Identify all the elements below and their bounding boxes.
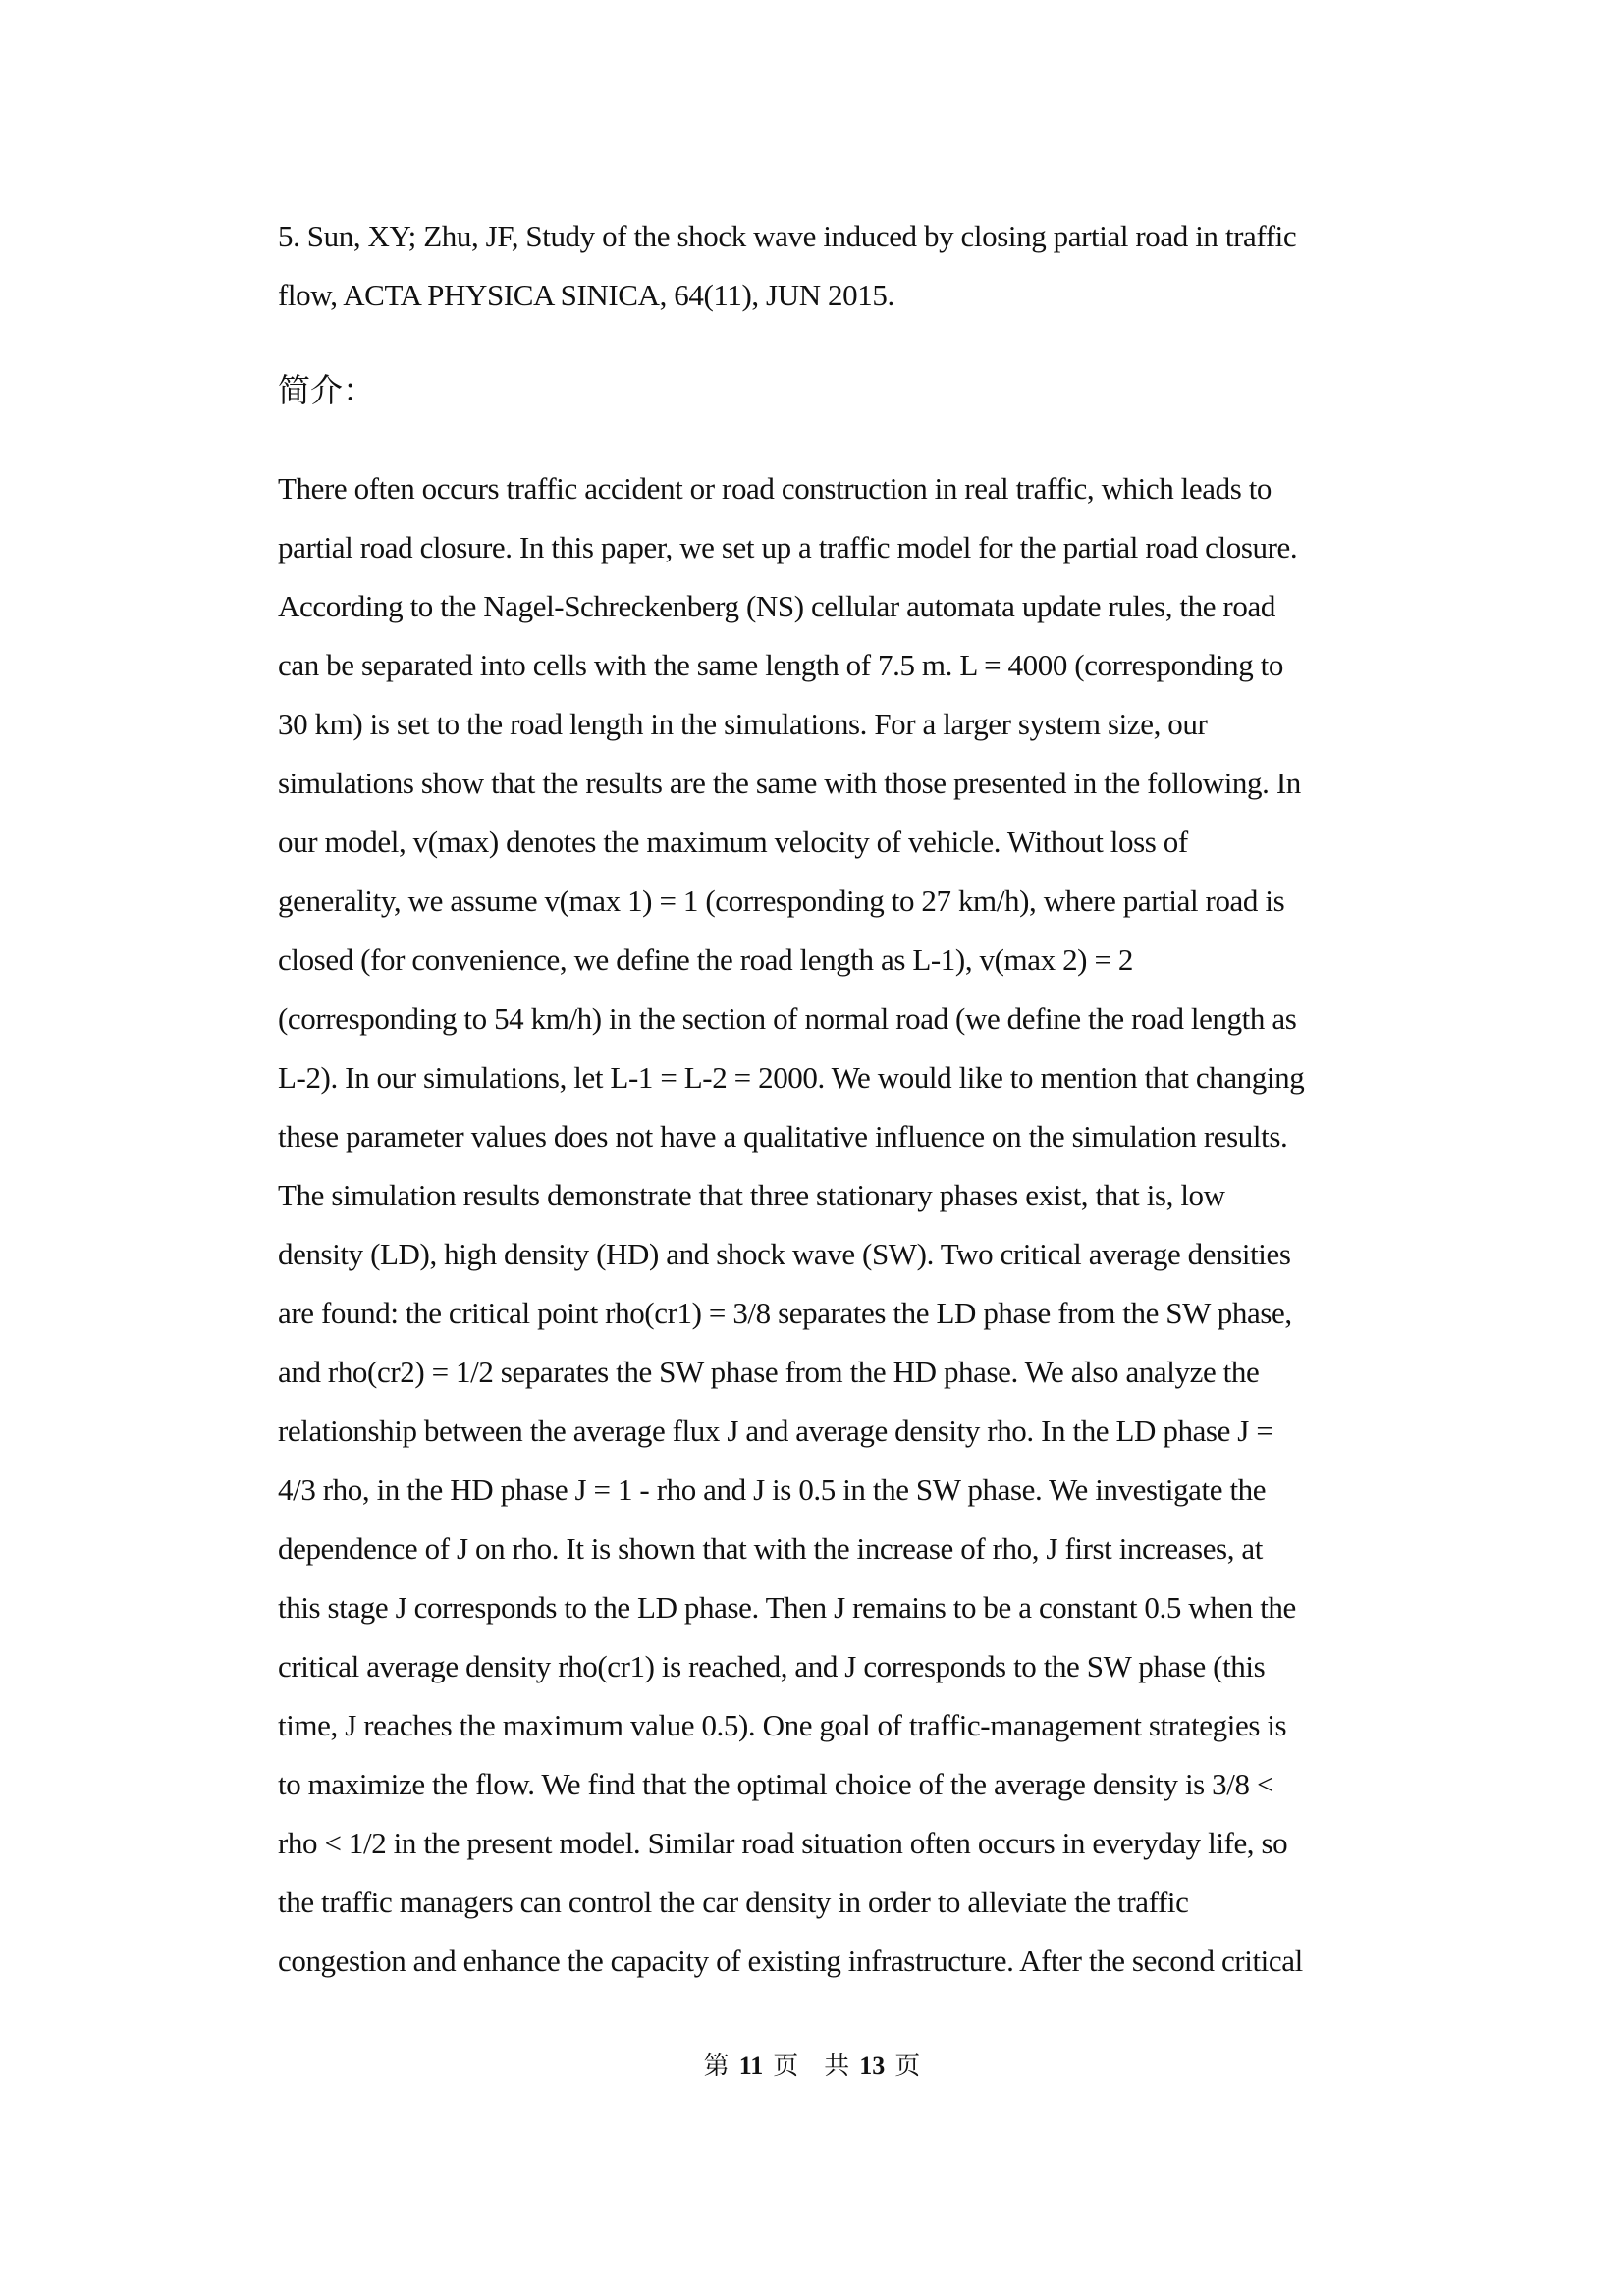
abstract-line: are found: the critical point rho(cr1) = 3/8 separates the LD phase from the SW phase, xyxy=(278,1296,1292,1330)
abstract-line: 4/3 rho, in the HD phase J = 1 - rho and J is 0.5 in the SW phase. We investigate the xyxy=(278,1472,1267,1507)
citation-line: flow, ACTA PHYSICA SINICA, 64(11), JUN 2015. xyxy=(278,278,894,312)
abstract-line: dependence of J on rho. It is shown that with the increase of rho, J first increases, at xyxy=(278,1531,1263,1566)
abstract-paragraph xyxy=(278,459,1456,1991)
section-label-paragraph xyxy=(278,362,1456,421)
abstract-line: (corresponding to 54 km/h) in the section of normal road (we define the road length as xyxy=(278,1001,1297,1036)
abstract-line: The simulation results demonstrate that three stationary phases exist, that is, low xyxy=(278,1178,1225,1212)
abstract-line: generality, we assume v(max 1) = 1 (corresponding to 27 km/h), where partial road is xyxy=(278,883,1285,918)
abstract-line: There often occurs traffic accident or road construction in real traffic, which leads to xyxy=(278,471,1272,506)
abstract-line: the traffic managers can control the car density in order to alleviate the traffic xyxy=(278,1885,1189,1919)
abstract-line: can be separated into cells with the same length of 7.5 m. L = 4000 (corresponding to xyxy=(278,648,1283,682)
abstract-line: According to the Nagel-Schreckenberg (NS) cellular automata update rules, the road xyxy=(278,589,1275,623)
abstract-line: simulations show that the results are the same with those presented in the following. In xyxy=(278,766,1301,800)
footer-current-page-number: 11 xyxy=(738,2052,764,2080)
page-content xyxy=(278,0,1456,1991)
abstract-line: our model, v(max) denotes the maximum velocity of vehicle. Without loss of xyxy=(278,825,1188,859)
footer-page-unit: 页 xyxy=(894,2052,921,2080)
section-label: 简介： xyxy=(278,374,375,409)
abstract-line: density (LD), high density (HD) and shock wave (SW). Two critical average densities xyxy=(278,1237,1291,1271)
abstract-line: closed (for convenience, we define the road length as L-1), v(max 2) = 2 xyxy=(278,942,1133,977)
abstract-line: rho < 1/2 in the present model. Similar road situation often occurs in everyday life, so xyxy=(278,1826,1288,1860)
abstract-line: critical average density rho(cr1) is reached, and J corresponds to the SW phase (this xyxy=(278,1649,1266,1683)
abstract-line: L-2). In our simulations, let L-1 = L-2 = 2000. We would like to mention that changing xyxy=(278,1060,1305,1095)
abstract-line: this stage J corresponds to the LD phase. Then J remains to be a constant 0.5 when the xyxy=(278,1590,1296,1625)
footer-page-unit: 页 xyxy=(773,2052,799,2080)
footer-total-prefix: 共 xyxy=(824,2052,850,2080)
abstract-line: partial road closure. In this paper, we set up a traffic model for the partial road closure. xyxy=(278,530,1298,564)
citation-line: 5. Sun, XY; Zhu, JF, Study of the shock wave induced by closing partial road in traffic xyxy=(278,219,1297,253)
abstract-line: these parameter values does not have a qualitative influence on the simulation results. xyxy=(278,1119,1288,1153)
abstract-line: to maximize the flow. We find that the optimal choice of the average density is 3/8 < xyxy=(278,1767,1274,1801)
abstract-line: 30 km) is set to the road length in the simulations. For a larger system size, our xyxy=(278,707,1208,741)
abstract-line: congestion and enhance the capacity of existing infrastructure. After the second critical xyxy=(278,1944,1303,1978)
footer-total-page-number: 13 xyxy=(859,2052,886,2080)
footer-page-prefix: 第 xyxy=(703,2052,730,2080)
abstract-line: time, J reaches the maximum value 0.5). One goal of traffic-management strategies is xyxy=(278,1708,1287,1742)
page-footer xyxy=(0,2037,1624,2096)
citation-paragraph xyxy=(278,207,1456,325)
abstract-line: and rho(cr2) = 1/2 separates the SW phase from the HD phase. We also analyze the xyxy=(278,1355,1260,1389)
abstract-line: relationship between the average flux J and average density rho. In the LD phase J = xyxy=(278,1414,1273,1448)
